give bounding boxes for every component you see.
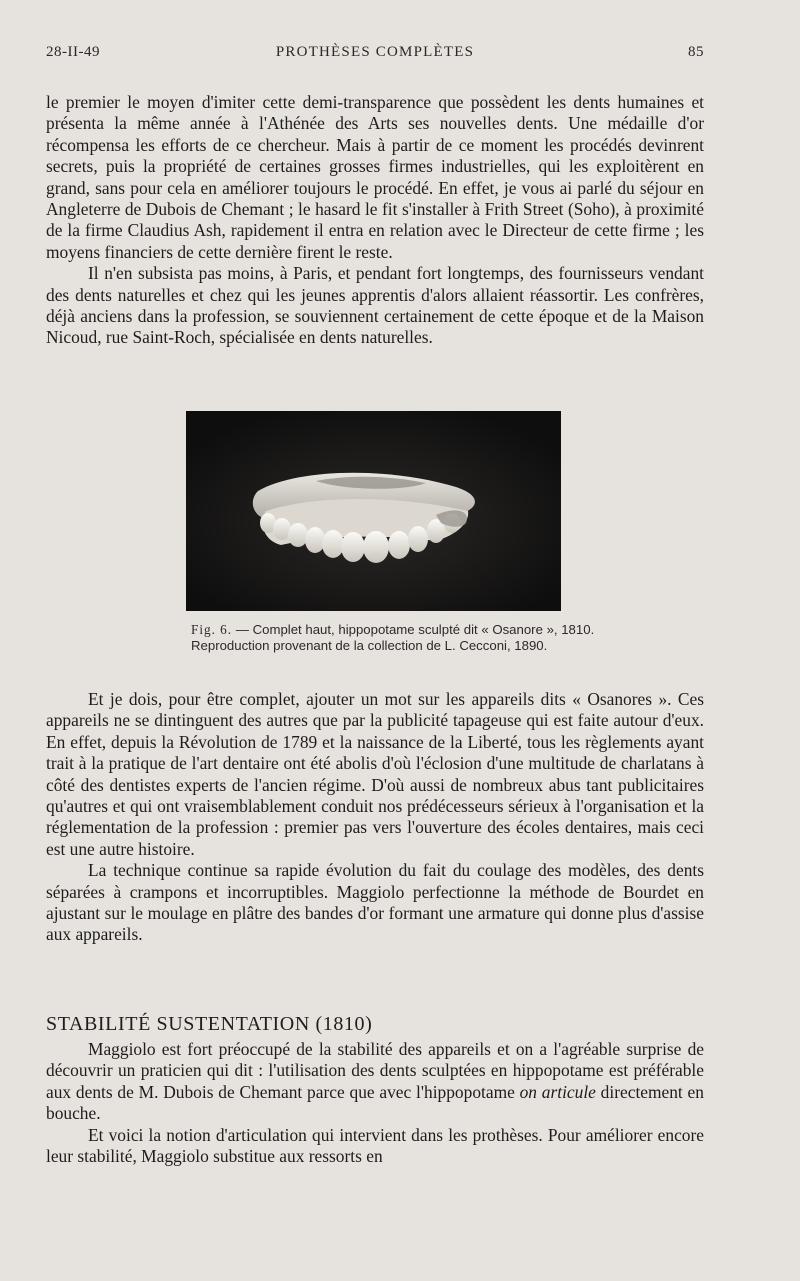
emphasized-text: on articule [519, 1081, 596, 1102]
running-header [46, 44, 704, 68]
figure-photo-denture [186, 411, 561, 611]
paragraph: Il n'en subsista pas moins, à Paris, et pendant fort longtemps, des fournisseurs vendant des dents naturelles et chez qui les jeunes apprentis d'alors allaient réassortir. Les confrères, déjà anciens dans la profession, se souviennent certainement de cette époque et de la Maison Nicoud, rue Saint-Roch, spécialisée en dents naturelles. [46, 263, 704, 348]
figure-label: Fig. 6. [191, 622, 233, 637]
page-number: 85 [688, 44, 704, 60]
header-title: PROTHÈSES COMPLÈTES [275, 44, 475, 60]
paragraph: le premier le moyen d'imiter cette demi-transparence que possèdent les dents humaines et présenta la même année à l'Athénée des Arts ses nouvelles dents. Une médaille d'or récompensa les efforts de ce chercheur. Mais à partir de ce moment les procédés devinrent secrets, puis la propriété de certaines grosses firmes industrielles, qui les exploitèrent en grand, sans pour cela en améliorer toujours le procédé. En effet, je vous ai parlé du séjour en Angleterre de Dubois de Chemant ; le hasard le fit s'installer à Frith Street (Soho), à proximité de la firme Claudius Ash, rapidement il entra en relation avec le Directeur de cette firme ; les moyens financiers de cette dernière firent le reste. [46, 92, 704, 262]
section-heading: STABILITÉ SUSTENTATION (1810) [46, 1013, 373, 1035]
text-block-top [46, 92, 704, 349]
paragraph-text: directement en bouche. [46, 1081, 704, 1124]
paragraph-text: Maggiolo est fort préoccupé de la stabilité des appareils et on a l'agréable surprise de découvrir un praticien qui dit : l'utilisation des dents sculptées en hippopotame est préférable aux dents de M. Dubois de Chemant parce que avec l'hippopotame [46, 1039, 704, 1102]
paragraph [46, 1039, 704, 1125]
text-block-middle [46, 689, 704, 946]
denture-illustration [186, 411, 561, 611]
paragraph: Et je dois, pour être complet, ajouter un mot sur les appareils dits « Osanores ». Ces appareils ne se dintinguent des autres que par la publicité tapageuse qui est faite autour d'eux. En effet, depuis la Révolution de 1789 et la naissance de la Liberté, tous les règlements ayant trait à la pratique de l'art dentaire ont été abolis d'où l'éclosion d'une multitude de charlatans à côté des dentistes experts de l'ancien régime. D'où aussi de nombreux abus tant publicitaires qu'autres et qui ont vraisemblablement conduit nos prédécesseurs sérieux à l'organisation et la réglementation de la profession : premier pas vers l'ouverture des écoles dentaires, mais ceci est une autre histoire. [46, 689, 704, 859]
figure-caption [191, 622, 611, 654]
header-date: 28-II-49 [46, 44, 100, 60]
paragraph: Et voici la notion d'articulation qui intervient dans les prothèses. Pour améliorer encore leur stabilité, Maggiolo substitue aux ressorts en [46, 1124, 704, 1167]
figure-caption-text: — Complet haut, hippopotame sculpté dit « Osanore », 1810. Reproduction provenant de la collection de L. Cecconi, 1890. [191, 622, 595, 653]
paragraph: La technique continue sa rapide évolution du fait du coulage des modèles, des dents séparées à crampons et incorruptibles. Maggiolo perfectionne la méthode de Bourdet en ajustant sur le moulage en plâtre des bandes d'or formant une armature qui donne plus d'assise aux appareils. [46, 860, 704, 945]
text-block-bottom [46, 1039, 704, 1167]
